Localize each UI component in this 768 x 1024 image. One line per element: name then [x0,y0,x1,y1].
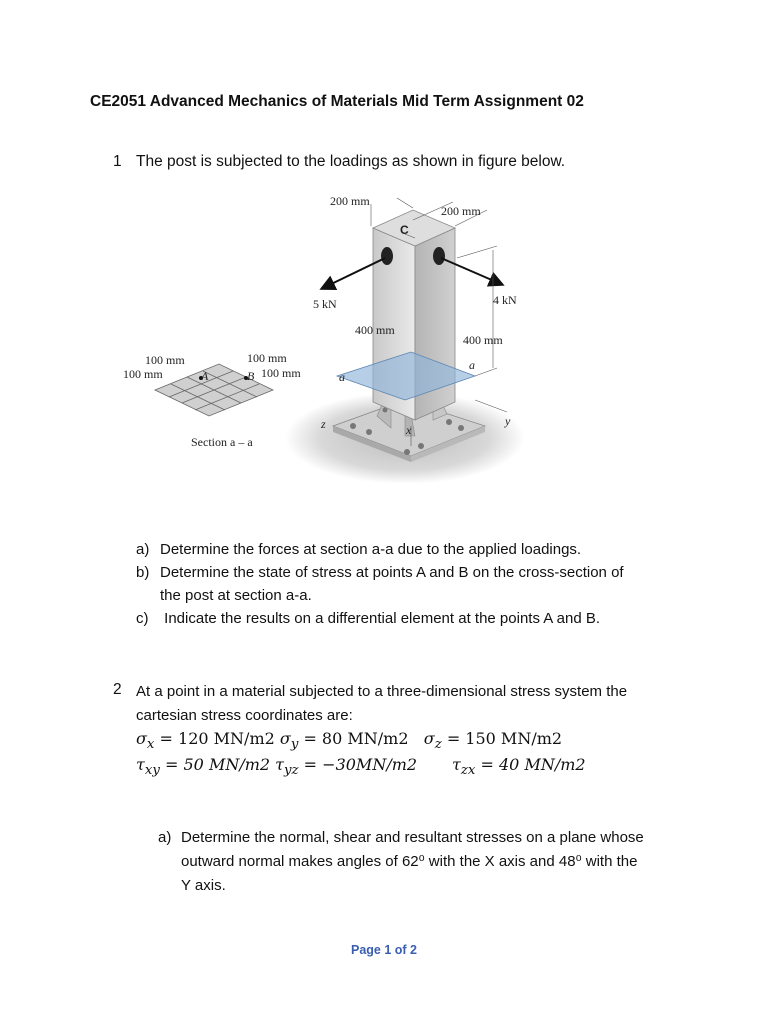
label-section-100mm-1: 100 mm [145,353,185,367]
tau-yz-value: = −30MN/m2 [303,755,418,774]
label-point-c: C [400,223,409,237]
label-section-a-right: a [469,358,475,372]
sigma-z-value: = 150 MN/m2 [446,729,563,748]
part-label: b) [136,564,150,581]
part-label: c) [136,610,149,627]
stress-normal-line [136,729,562,752]
document-title: CE2051 Advanced Mechanics of Materials Mid Term Assignment 02 [90,93,584,110]
label-axis-y: y [505,414,511,428]
question-2-part-a-line-1: Determine the normal, shear and resultant stresses on a plane whose [181,829,644,846]
label-point-a: A [201,369,209,383]
page-number-footer: Page 1 of 2 [351,943,417,957]
stress-shear-zx [452,755,586,778]
question-2-line-1: At a point in a material subjected to a three-dimensional stress system the [136,683,628,700]
label-section-caption: Section a – a [191,435,253,449]
label-point-b: B [247,369,255,383]
part-text: Determine the forces at section a-a due to the applied loadings. [160,541,582,558]
label-200mm-right: 200 mm [441,204,481,218]
question-2-part-a-line-2: outward normal makes angles of 62⁰ with the X axis and 48⁰ with the [181,853,638,870]
label-section-100mm-3: 100 mm [247,351,287,365]
part-text: the post at section a-a. [160,587,312,604]
label-axis-x: x [406,423,412,437]
part-label: a) [136,541,150,558]
tau-yz-symbol: $\tau_{yz}$ [275,755,299,779]
label-400mm-left: 400 mm [355,323,395,337]
label-4kn: 4 kN [493,293,517,307]
label-axis-z: z [321,417,326,431]
label-5kn: 5 kN [313,297,337,311]
label-section-a-left: a [339,370,345,384]
section-a-a-diagram [155,364,273,416]
tau-xy-symbol: $\tau_{xy}$ [136,755,160,779]
question-2-part-a-label: a) [158,829,172,846]
question-1-part-a [136,538,581,561]
tau-zx-symbol: $\tau_{zx}$ [452,755,476,779]
tau-zx-value: = 40 MN/m2 [480,755,586,774]
label-section-100mm-2: 100 mm [123,367,163,381]
question-1-text: The post is subjected to the loadings as shown in figure below. [136,153,566,170]
label-400mm-right: 400 mm [463,333,503,347]
post-loading-figure [115,188,525,488]
stress-shear-line [136,755,417,778]
question-1-part-b-continued [160,584,312,607]
label-200mm-left: 200 mm [330,194,370,208]
question-2-part-a-line-3: Y axis. [181,877,226,894]
question-1-number: 1 [113,153,122,170]
sigma-y-symbol: $\sigma_y$ [279,729,299,753]
question-2-line-2: cartesian stress coordinates are: [136,707,353,724]
sigma-x-symbol: $\sigma_x$ [136,729,155,753]
tau-xy-value: = 50 MN/m2 [165,755,271,774]
part-text: Determine the state of stress at points A and B on the cross-section of [160,564,624,581]
part-text: Indicate the results on a differential element at the points A and B. [160,610,601,627]
question-1-part-c [136,607,600,630]
sigma-z-symbol: $\sigma_z$ [423,729,442,753]
sigma-y-value: = 80 MN/m2 [303,729,409,748]
label-section-100mm-4: 100 mm [261,366,301,380]
sigma-x-value: = 120 MN/m2 [159,729,275,748]
question-1-part-b [136,561,624,584]
question-2-number: 2 [113,681,122,698]
